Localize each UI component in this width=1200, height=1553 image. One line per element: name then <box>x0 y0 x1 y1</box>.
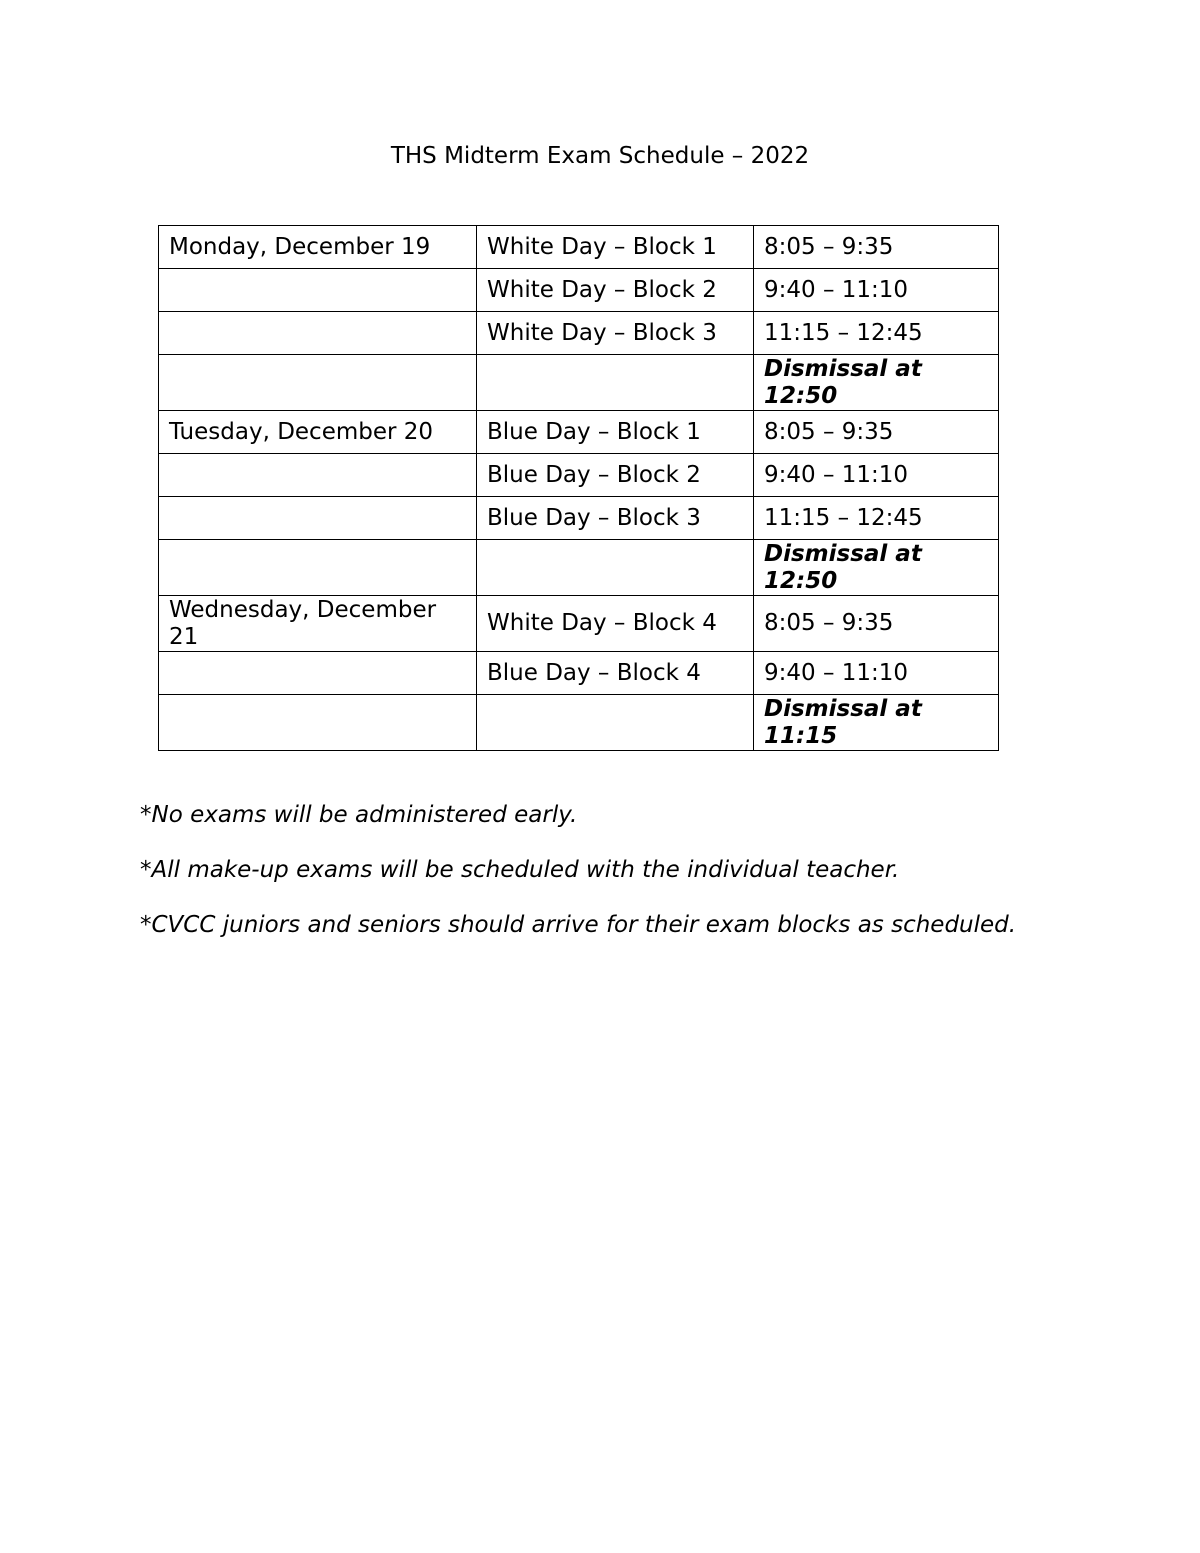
block-cell: Blue Day – Block 4 <box>477 652 754 695</box>
block-cell <box>477 695 754 751</box>
time-cell: 8:05 – 9:35 <box>754 411 999 454</box>
time-cell: 8:05 – 9:35 <box>754 596 999 652</box>
dismissal-cell: Dismissal at 11:15 <box>754 695 999 751</box>
table-row <box>159 411 999 454</box>
table-row <box>159 226 999 269</box>
dismissal-cell: Dismissal at 12:50 <box>754 540 999 596</box>
table-row <box>159 695 999 751</box>
block-cell: White Day – Block 3 <box>477 312 754 355</box>
time-cell: 9:40 – 11:10 <box>754 269 999 312</box>
block-cell: White Day – Block 4 <box>477 596 754 652</box>
table-row <box>159 596 999 652</box>
note-cvcc-students: *CVCC juniors and seniors should arrive for their exam blocks as scheduled. <box>140 912 1017 938</box>
day-cell <box>159 540 477 596</box>
day-cell <box>159 695 477 751</box>
block-cell <box>477 355 754 411</box>
block-cell: Blue Day – Block 3 <box>477 497 754 540</box>
day-cell <box>159 454 477 497</box>
notes-section <box>140 800 1140 965</box>
page-title: THS Midterm Exam Schedule – 2022 <box>390 143 810 169</box>
block-cell <box>477 540 754 596</box>
time-cell: 11:15 – 12:45 <box>754 497 999 540</box>
table-row <box>159 497 999 540</box>
time-cell: 8:05 – 9:35 <box>754 226 999 269</box>
day-cell: Wednesday, December 21 <box>159 596 477 652</box>
time-cell: 11:15 – 12:45 <box>754 312 999 355</box>
time-cell: 9:40 – 11:10 <box>754 454 999 497</box>
block-cell: White Day – Block 1 <box>477 226 754 269</box>
note-make-up-exams: *All make-up exams will be scheduled with the individual teacher. <box>140 857 900 883</box>
dismissal-cell: Dismissal at 12:50 <box>754 355 999 411</box>
table-row <box>159 312 999 355</box>
day-cell: Monday, December 19 <box>159 226 477 269</box>
day-cell <box>159 269 477 312</box>
day-cell <box>159 312 477 355</box>
table-row <box>159 355 999 411</box>
table-row <box>159 540 999 596</box>
block-cell: Blue Day – Block 1 <box>477 411 754 454</box>
note-early-exams: *No exams will be administered early. <box>140 802 578 828</box>
table-row <box>159 652 999 695</box>
block-cell: White Day – Block 2 <box>477 269 754 312</box>
block-cell: Blue Day – Block 2 <box>477 454 754 497</box>
table-row <box>159 269 999 312</box>
day-cell <box>159 652 477 695</box>
time-cell: 9:40 – 11:10 <box>754 652 999 695</box>
exam-schedule-table <box>158 225 999 751</box>
day-cell: Tuesday, December 20 <box>159 411 477 454</box>
table-row <box>159 454 999 497</box>
day-cell <box>159 497 477 540</box>
day-cell <box>159 355 477 411</box>
